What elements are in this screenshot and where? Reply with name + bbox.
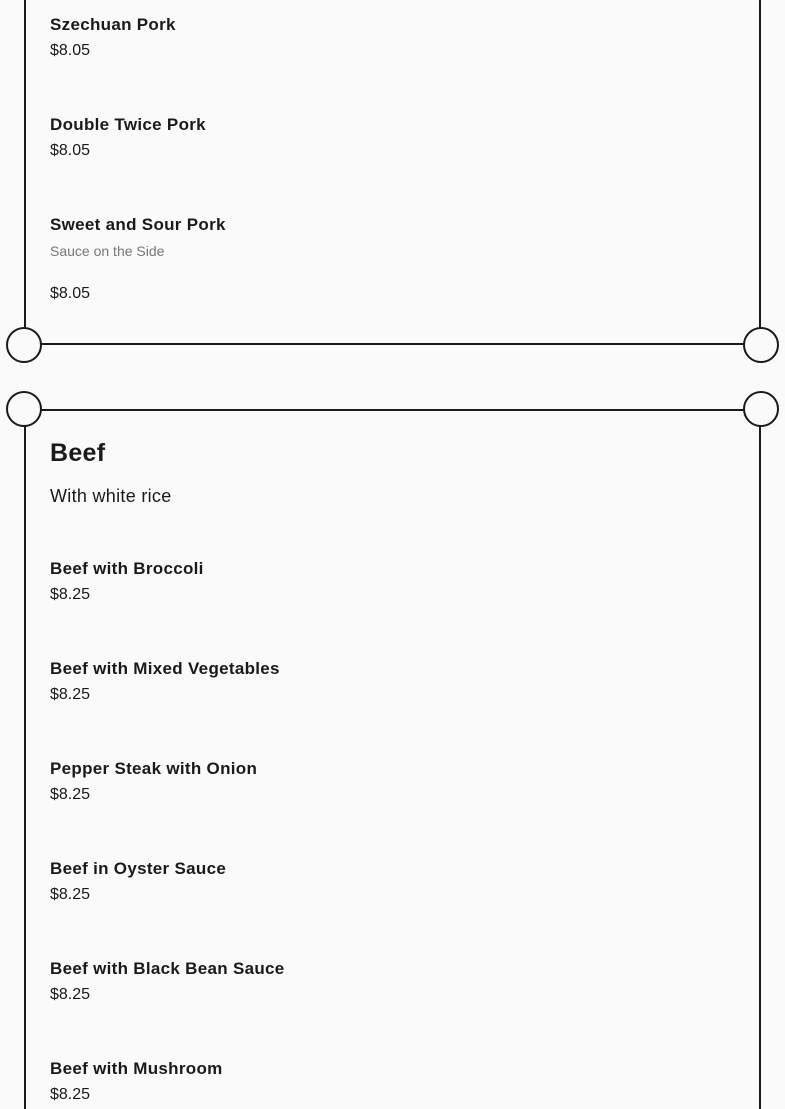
menu-item-price: $8.25 (50, 986, 91, 1003)
menu-item-beef-in-oyster-sauce[interactable] (50, 859, 226, 905)
pork-section-card (24, 0, 761, 345)
menu-item-price: $8.05 (50, 285, 91, 302)
menu-item-name: Szechuan Pork (50, 15, 176, 34)
menu-item-price: $8.25 (50, 786, 91, 803)
menu-item-price: $8.05 (50, 42, 91, 59)
menu-item-name: Beef with Black Bean Sauce (50, 959, 285, 978)
card-corner-notch (6, 327, 42, 363)
menu-item-name: Double Twice Pork (50, 115, 206, 134)
card-corner-notch (743, 327, 779, 363)
menu-item-beef-with-broccoli[interactable] (50, 559, 204, 605)
menu-item-pepper-steak-with-onion[interactable] (50, 759, 257, 805)
menu-item-price: $8.25 (50, 586, 91, 603)
menu-item-beef-with-mushroom[interactable] (50, 1059, 223, 1105)
menu-item-price: $8.05 (50, 142, 91, 159)
menu-item-name: Beef in Oyster Sauce (50, 859, 227, 878)
menu-item-price: $8.25 (50, 886, 91, 903)
menu-item-beef-with-black-bean-sauce[interactable] (50, 959, 285, 1005)
menu-item-beef-with-mixed-vegetables[interactable] (50, 659, 280, 705)
menu-item-price: $8.25 (50, 686, 91, 703)
card-corner-notch (743, 391, 779, 427)
beef-section-card (24, 409, 761, 1109)
menu-item-szechuan-pork[interactable] (50, 15, 176, 61)
menu-item-name: Beef with Mushroom (50, 1059, 223, 1078)
menu-item-double-twice-pork[interactable] (50, 115, 206, 161)
menu-item-name: Pepper Steak with Onion (50, 759, 258, 778)
menu-item-name: Sweet and Sour Pork (50, 215, 226, 234)
card-corner-notch (6, 391, 42, 427)
section-title: Beef (50, 439, 106, 467)
menu-item-sweet-and-sour-pork[interactable] (50, 215, 226, 304)
section-subtitle: With white rice (50, 486, 172, 506)
menu-item-name: Beef with Mixed Vegetables (50, 659, 280, 678)
menu-item-description: Sauce on the Side (50, 243, 165, 259)
menu-item-name: Beef with Broccoli (50, 559, 204, 578)
menu-item-price: $8.25 (50, 1086, 91, 1103)
